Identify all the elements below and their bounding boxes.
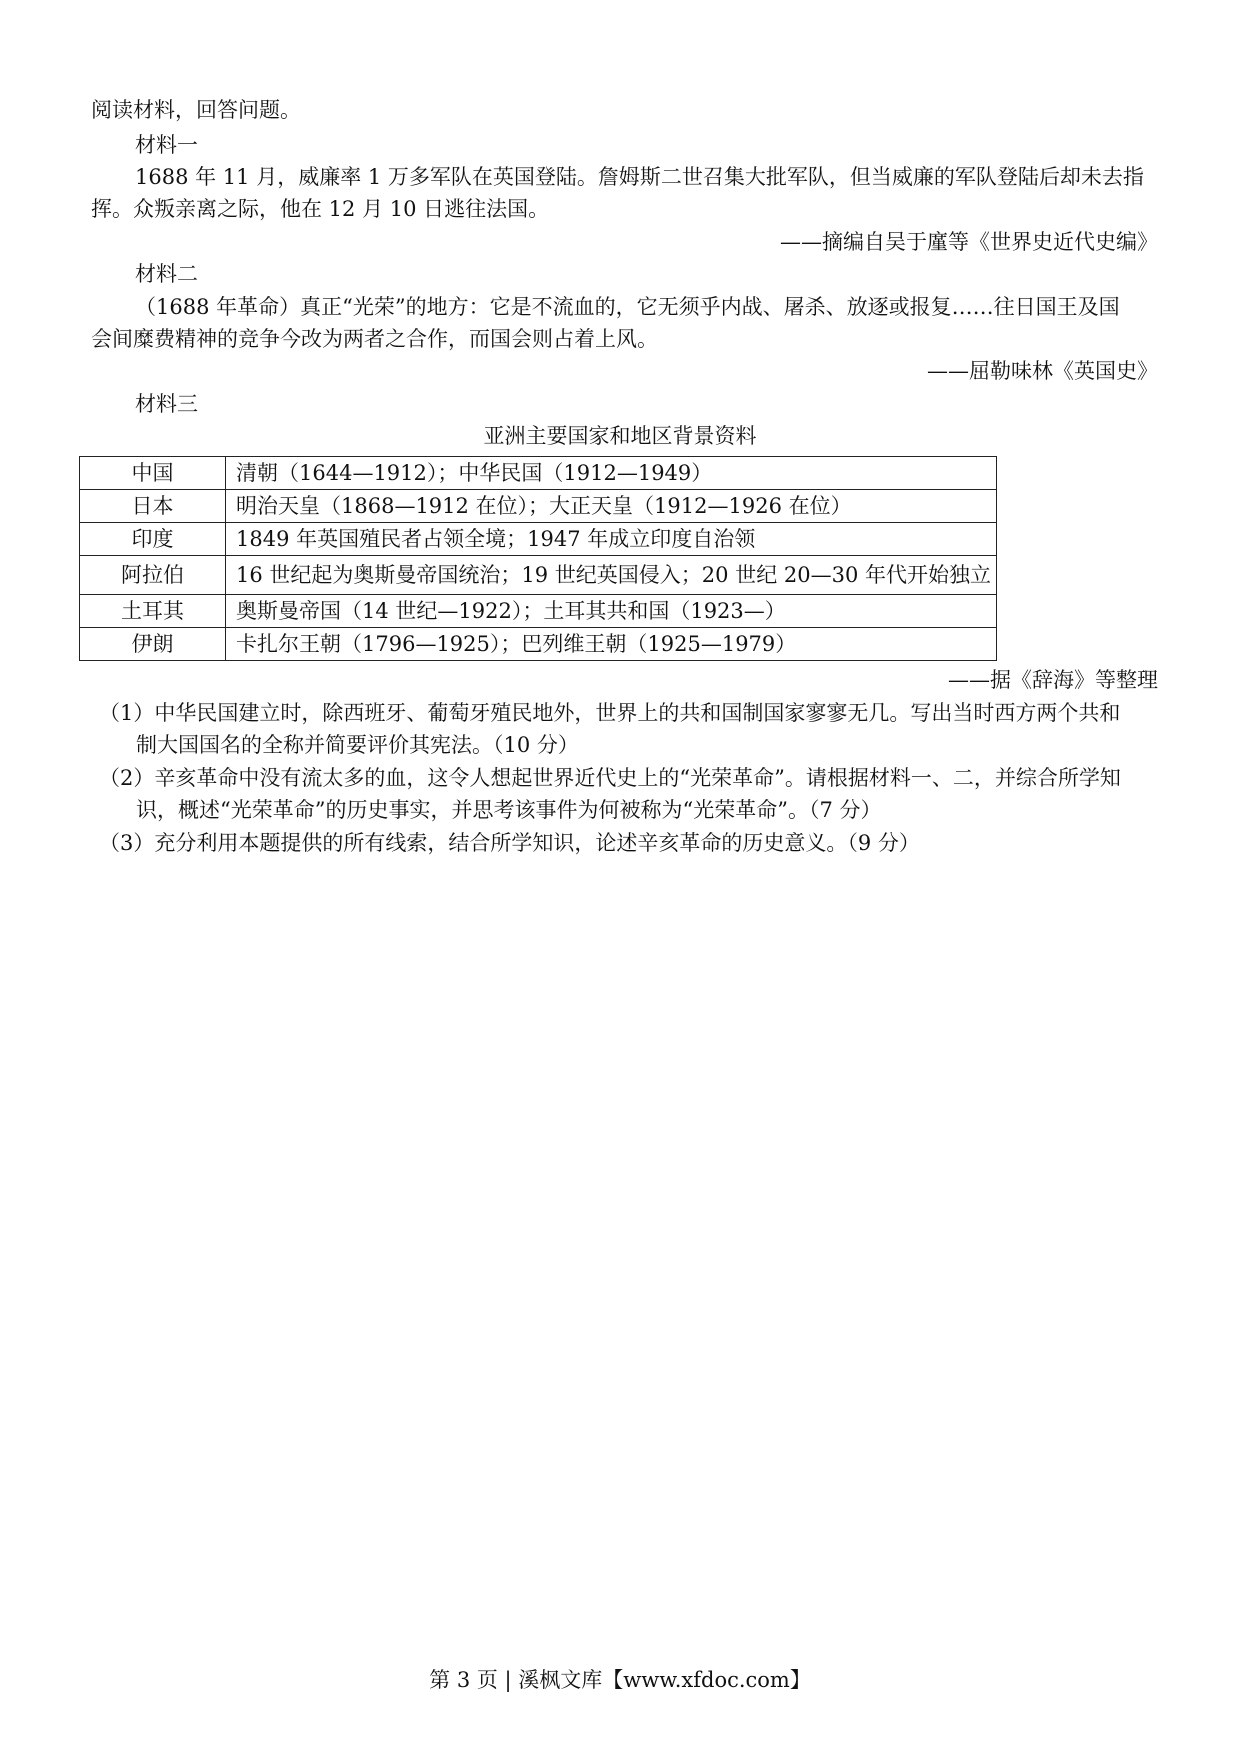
intro-text: 阅读材料，回答问题。 (91, 98, 301, 122)
question-number: （2） (99, 766, 155, 790)
question-text: 制大国国名的全称并简要评价其宪法。（10 分） (136, 733, 579, 757)
material3-label: 材料三 (135, 392, 198, 416)
table-row (80, 556, 997, 595)
table-row (80, 523, 997, 556)
material1-label: 材料一 (135, 133, 198, 157)
table-cell-region: 日本 (80, 490, 226, 523)
table-cell-region: 伊朗 (80, 628, 226, 661)
question-1 (99, 697, 1159, 761)
material2-label: 材料二 (135, 262, 198, 286)
table-cell-desc: 明治天皇（1868—1912 在位）；大正天皇（1912—1926 在位） (226, 490, 997, 523)
table-cell-desc: 卡扎尔王朝（1796—1925）；巴列维王朝（1925—1979） (226, 628, 997, 661)
material2-source: ——屈勒味林《英国史》 (927, 359, 1158, 383)
table-row (80, 595, 997, 628)
material2-line: 会间糜费精神的竞争今改为两者之合作，而国会则占着上风。 (91, 327, 658, 351)
page-footer: 第 3 页 | 溪枫文库【www.xfdoc.com】 (429, 1668, 811, 1692)
table-cell-region: 阿拉伯 (80, 556, 226, 595)
table-cell-desc: 奥斯曼帝国（14 世纪—1922）；土耳其共和国（1923—） (226, 595, 997, 628)
background-table (79, 456, 997, 661)
table-row (80, 457, 997, 490)
question-number: （3） (99, 831, 155, 855)
question-2 (99, 762, 1159, 826)
question-text: 辛亥革命中没有流太多的血，这令人想起世界近代史上的“光荣革命”。请根据材料一、二，并综合所学知 (154, 766, 1121, 790)
table-row (80, 628, 997, 661)
material2-line: （1688 年革命）真正“光荣”的地方：它是不流血的，它无须乎内战、屠杀、放逐或报复……往日国王及国 (135, 295, 1120, 319)
table-cell-desc: 1849 年英国殖民者占领全境；1947 年成立印度自治领 (226, 523, 997, 556)
table-cell-region: 中国 (80, 457, 226, 490)
question-text: 中华民国建立时，除西班牙、葡萄牙殖民地外，世界上的共和国制国家寥寥无几。写出当时西方两个共和 (154, 701, 1121, 725)
material1-source: ——摘编自吴于廑等《世界史近代史编》 (780, 230, 1158, 254)
table-cell-region: 土耳其 (80, 595, 226, 628)
table-cell-desc: 清朝（1644—1912）；中华民国（1912—1949） (226, 457, 997, 490)
material3-source: ——据《辞海》等整理 (948, 668, 1158, 692)
table-cell-region: 印度 (80, 523, 226, 556)
table-cell-desc: 16 世纪起为奥斯曼帝国统治；19 世纪英国侵入；20 世纪 20—30 年代开始独立 (226, 556, 997, 595)
table-title: 亚洲主要国家和地区背景资料 (483, 424, 757, 448)
material1-line: 1688 年 11 月，威廉率 1 万多军队在英国登陆。詹姆斯二世召集大批军队，但当威廉的军队登陆后却未去指 (135, 165, 1144, 189)
question-3 (99, 827, 1159, 859)
question-text: 识，概述“光荣革命”的历史事实，并思考该事件为何被称为“光荣革命”。（7 分） (136, 798, 882, 822)
table-row (80, 490, 997, 523)
material1-line: 挥。众叛亲离之际，他在 12 月 10 日逃往法国。 (91, 197, 550, 221)
question-text: 充分利用本题提供的所有线索，结合所学知识，论述辛亥革命的历史意义。（9 分） (154, 831, 920, 855)
question-number: （1） (99, 701, 155, 725)
